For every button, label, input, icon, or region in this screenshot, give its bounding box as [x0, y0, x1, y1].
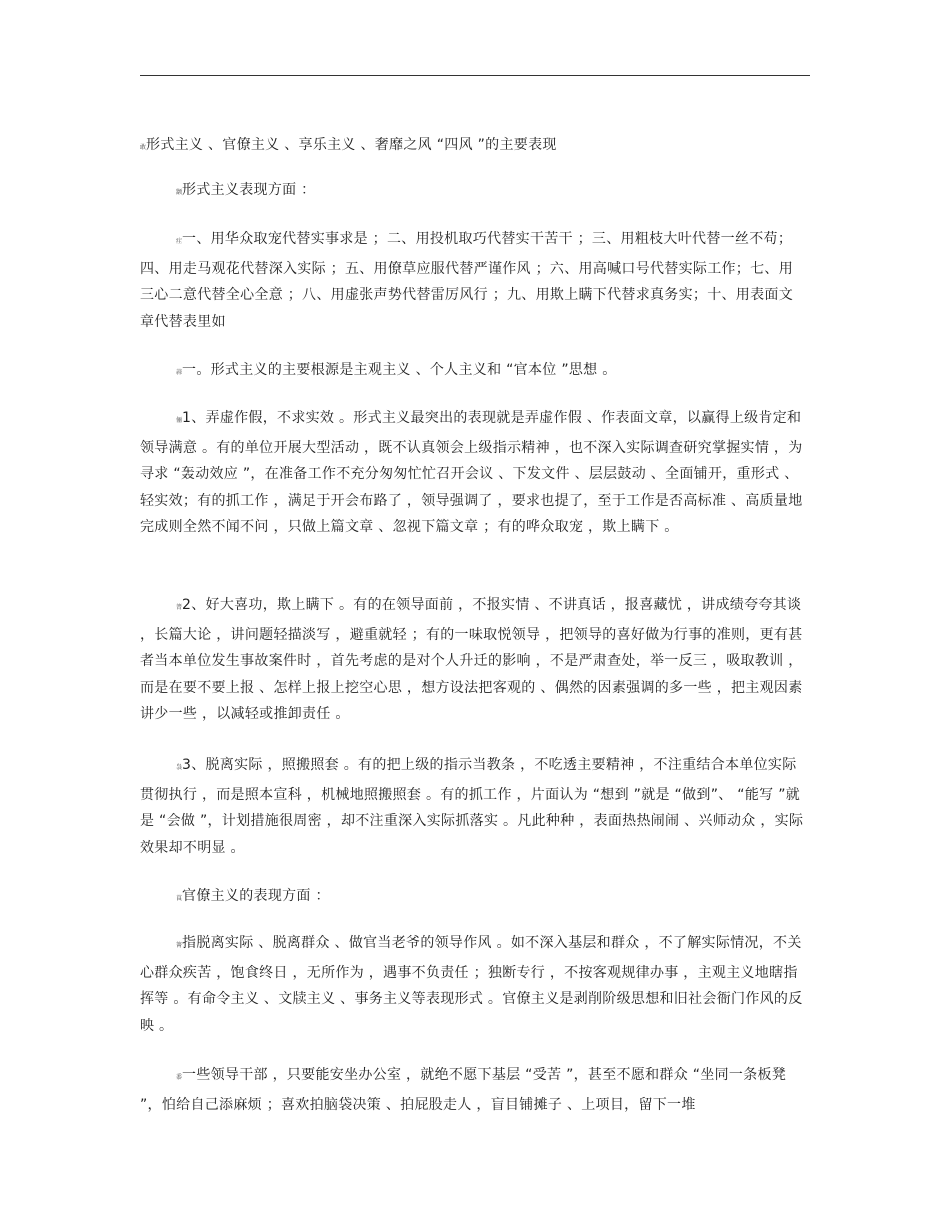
paragraph-bureaucratism-definition — [140, 930, 805, 1039]
paragraph-marker: 膂 — [176, 604, 183, 611]
paragraph-ten-items — [140, 226, 805, 335]
paragraph-point-2 — [140, 592, 805, 728]
paragraph-marker: 敢 — [140, 144, 147, 151]
heading-text: 官僚主义的表现方面 ： — [182, 888, 330, 904]
header-rule — [140, 75, 810, 76]
paragraph-text: 指脱离实际 、脱离群众 、做官当老爷的领导作风 。如不深入基层和群众 ，不了解实际情况，不关心群众疾苦 ，饱食终日 ，无所作为 ，遇事不负责任 ；独断专行 ，不按客观规律办事 ，主观主义地瞎指挥等 。有命令主义 、文牍主义 、事务主义等表现形式 。官僚主义是剥削阶级思想和旧社会衙门作风的反映 。 — [140, 935, 803, 1034]
section-heading-bureaucratism — [140, 883, 805, 913]
paragraph-marker: 莨 — [176, 895, 183, 902]
paragraph-marker: 箐 — [176, 942, 183, 949]
paragraph-marker: 蒜 — [176, 369, 183, 376]
heading-text: 形式主义表现方面 ： — [182, 182, 316, 198]
paragraph-marker: 袅 — [176, 764, 183, 771]
paragraph-text: 一些领导干部 ，只要能安坐办公室 ，就绝不愿下基层 “受苦 ”，甚至不愿和群众 “坐同一条板凳 ”，怕给自己添麻烦 ；喜欢拍脑袋决策 、拍屁股走人 ，盲目铺摊子 、上项目，留下一堆 — [140, 1067, 787, 1113]
paragraph-point-3 — [140, 752, 805, 861]
paragraph-point-1 — [140, 405, 805, 541]
paragraph-text: 一、用华众取宠代替实事求是 ；二、用投机取巧代替实干苦干 ；三、用粗枝大叶代替一丝不苟；四、用走马观花代替深入实际 ；五、用僚草应服代替严谨作风 ；六、用高喊口号代替实际工作；七、用三心二意代替全心全意 ；八、用虚张声势代替雷厉风行 ；九、用欺上瞒下代替求真务实；十、用表面文章代替表里如 — [140, 231, 793, 330]
paragraph-marker: 黍 — [176, 1074, 183, 1081]
paragraph-marker: 颛 — [176, 189, 183, 196]
title-text: 形式主义 、官僚主义 、享乐主义 、奢靡之风 “四风 ”的主要表现 — [146, 137, 557, 153]
paragraph-root-cause — [140, 357, 805, 387]
paragraph-cadres — [140, 1062, 805, 1118]
paragraph-text: 一。形式主义的主要根源是主观主义 、个人主义和 “官本位 ”思想 。 — [182, 362, 617, 378]
paragraph-marker: 疰 — [176, 238, 183, 245]
paragraph-text: 2、好大喜功，欺上瞒下 。有的在领导面前 ，不报实情 、不讲真话 ，报喜藏忧 ，讲成绩夸夸其谈 ，长篇大论 ，讲问题轻描淡写 ，避重就轻 ；有的一味取悦领导 ，把领导的喜好做为行事的准则，更有甚者当本单位发生事故案件时 ，首先考虑的是对个人升迁的影响 ，不是严肃查处，举一反三 ，吸取教训 ，而是在要不要上报 、怎样上报上挖空心思 ，想方设法把客观的 、偶然的因素强调的多一些 ，把主观因素讲少一些 ，以减轻或推卸责任 。 — [140, 597, 803, 722]
paragraph-text: 1、弄虚作假，不求实效 。形式主义最突出的表现就是弄虚作假 、作表面文章，以赢得上级肯定和领导满意 。有的单位开展大型活动 ，既不认真领会上级指示精神 ，也不深入实际调查研究掌握实情 ，为寻求 “轰动效应 ”，在准备工作不充分匆匆忙忙召开会议 、下发文件 、层层鼓动 、全面铺开，重形式 、轻实效；有的抓工作 ，满足于开会布路了 ，领导强调了 ，要求也提了，至于工作是否高标准 、高质量地完成则全然不闻不问 ，只做上篇文章 、忽视下篇文章 ；有的哗众取宠 ，欺上瞒下 。 — [140, 410, 803, 535]
paragraph-marker: 俪 — [176, 417, 183, 424]
section-heading-formalism — [140, 177, 805, 207]
paragraph-text: 3、脱离实际 ，照搬照套 。有的把上级的指示当教条 ，不吃透主要精神 ，不注重结合本单位实际贯彻执行 ，而是照本宣科 ，机械地照搬照套 。有的抓工作 ，片面认为 “想到 ”就是 “做到”、 “能写 ”就是 “会做 ”，计划措施很周密 ，却不注重深入实际抓落实 。凡此种种 ，表面热热闹闹 、兴师动众 ，实际效果却不明显 。 — [140, 757, 804, 856]
document-title — [140, 132, 805, 162]
